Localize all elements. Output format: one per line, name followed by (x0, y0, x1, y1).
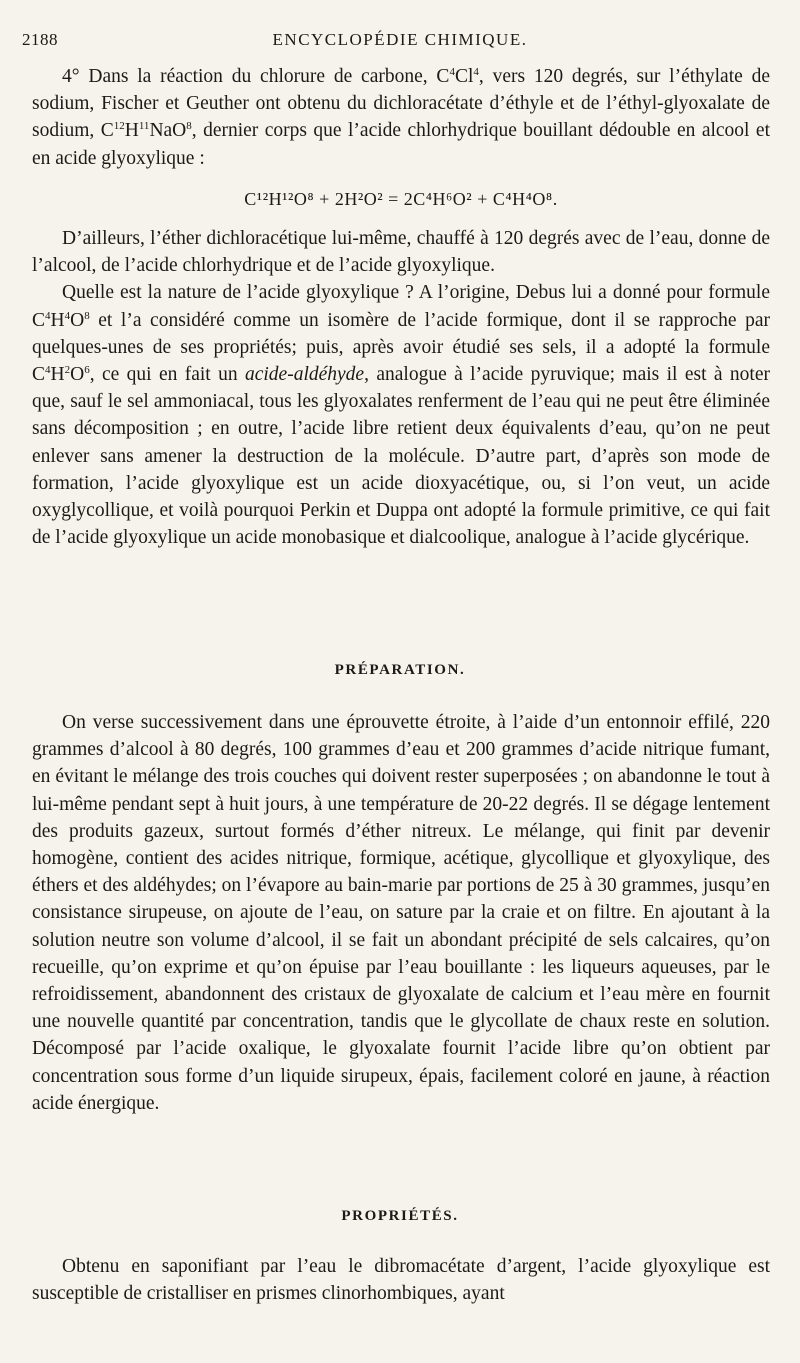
page-number: 2188 (22, 30, 58, 49)
chemical-equation: C¹²H¹²O⁸ + 2H²O² = 2C⁴H⁶O² + C⁴H⁴O⁸. (244, 188, 558, 209)
properties-body (32, 1253, 770, 1307)
paragraph-reaction: 4° Dans la réaction du chlorure de carbone, $C^4Cl^4$, vers 120 degrés, sur l’éthylate de sodium, Fischer et Geuther ont obtenu du dichloracétate d’éthyle et de l’éthyl-glyoxalate de sodium, $C^{12}H^{11}NaO^8$, dernier corps que l’acide chlorhydrique bouillant dédouble en alcool et en acide glyoxylique : (32, 66, 771, 169)
paragraph-nature: Quelle est la nature de l’acide glyoxylique ? A l’origine, Debus lui a donné pour formule $C^4H^4O^8$ et l’a considéré comme un isomère de l’acide formique, dont il se rapproche par quelques-unes de ses propriétés; puis, après avoir étudié ses sels, il a adopté la formule $C^4H^2O^6$, ce qui en fait un acide-aldéhyde, analogue à l’acide pyruvique; mais il est à noter que, sauf le sel ammoniacal, tous les glyoxalates renferment de l’eau qui ne peut être éliminée sans décomposition ; en outre, l’acide libre retient deux équivalents d’eau, qu’on ne peut enlever sans amener la destruction de la molécule. D’autre part, d’après son mode de formation, l’acide glyoxylique est un acide dioxyacétique, ou, si l’on veut, un acide oxyglycollique, et voilà pourquoi Perkin et Duppa ont adopté la formule primitive, ce qui fait de l’acide glyoxylique un acide monobasique et dialcoolique, analogue à l’acide glycérique. (32, 282, 770, 549)
heading-preparation: PRÉPARATION. (334, 662, 466, 678)
section-body (32, 63, 770, 551)
italic-term: acide-aldéhyde (244, 364, 365, 386)
paragraph-ether: D’ailleurs, l’éther dichloracétique lui-même, chauffé à 120 degrés avec de l’eau, donne de l’alcool, de l’acide chlorhydrique et de l’acide glyoxylique. (32, 228, 770, 277)
page-header (22, 30, 778, 54)
paragraph-properties: Obtenu en saponifiant par l’eau le dibromacétate d’argent, l’acide glyoxylique est susceptible de cristalliser en prismes clinorhombiques, ayant (32, 1256, 770, 1305)
heading-properties: PROPRIÉTÉS. (341, 1208, 459, 1224)
paragraph-preparation: On verse successivement dans une éprouvette étroite, à l’aide d’un entonnoir effilé, 220 grammes d’alcool à 80 degrés, 100 grammes d’eau et 200 grammes d’acide nitrique fumant, en évitant le mélange des trois couches qui doivent rester superposées ; on abandonne le tout à lui-même pendant sept à huit jours, à une température de 20-22 degrés. Il se dégage lentement des produits gazeux, surtout formés d’éther nitreux. Le mélange, qui finit par devenir homogène, contient des acides nitrique, formique, acétique, glycollique et glyoxylique, des éthers et des aldéhydes; on l’évapore au bain-marie par portions de 25 à 30 grammes, jusqu’en consistance sirupeuse, on ajoute de l’eau, on sature par la craie et on filtre. En ajoutant à la solution neutre son volume d’alcool, il se fait un abondant précipité de sels calcaires, qu’on recueille, qu’on exprime et qu’on épuise par l’eau bouillante : les liqueurs aqueuses, par le refroidissement, abandonnent des cristaux de glyoxalate de calcium et l’eau mère en fournit une nouvelle quantité par concentration, tandis que le glycollate de chaux reste en solution. Décomposé par l’acide oxalique, le glyoxalate fournit l’acide libre qu’on obtient par concentration sous forme d’un liquide sirupeux, épais, facilement coloré en jaune, à réaction acide énergique. (32, 712, 770, 1114)
preparation-body (32, 709, 770, 1117)
running-head: ENCYCLOPÉDIE CHIMIQUE. (272, 30, 528, 49)
